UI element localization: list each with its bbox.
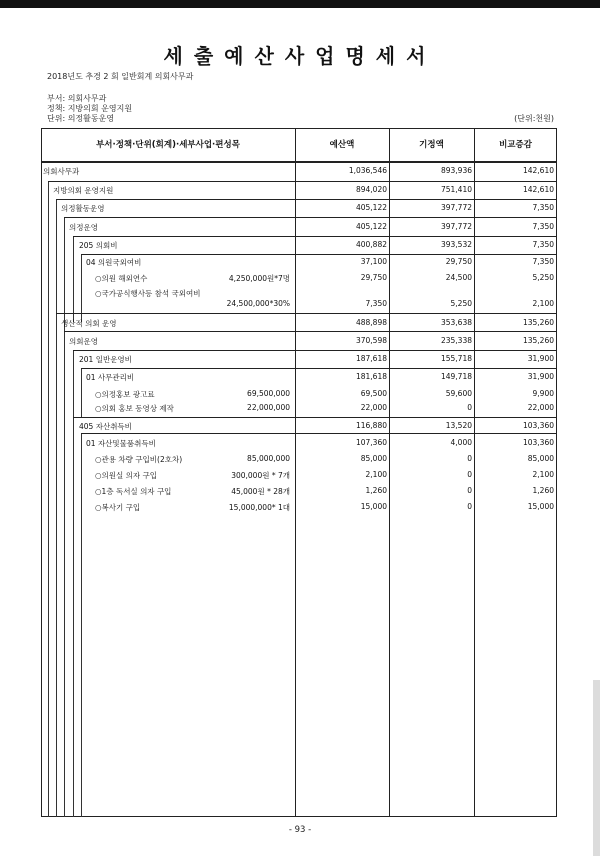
header-budget: 예산액 <box>329 140 355 150</box>
row-budget: 116,880 <box>355 421 387 430</box>
row-line <box>48 181 557 182</box>
row-calc: 15,000,000* 1대 <box>228 503 290 512</box>
row-diff: 31,900 <box>527 354 554 363</box>
row-prior: 13,520 <box>445 421 472 430</box>
row-prior: 353,638 <box>440 318 472 327</box>
row-diff: 1,260 <box>532 486 554 495</box>
row-label: ○의원실 의자 구입 <box>95 471 158 480</box>
indent-line-5a <box>81 254 82 322</box>
row-prior: 893,936 <box>440 166 472 175</box>
row-diff: 2,100 <box>532 470 554 479</box>
row-line <box>56 313 557 314</box>
row-label: ○관용 차량 구입비(2호차) <box>95 455 183 464</box>
row-prior: 397,772 <box>440 222 472 231</box>
row-calc: 85,000,000 <box>247 454 290 463</box>
row-prior: 0 <box>467 502 472 511</box>
row-label: 205 의회비 <box>79 241 118 250</box>
row-diff: 9,900 <box>532 389 554 398</box>
indent-line-5b <box>81 368 82 417</box>
row-budget: 15,000 <box>360 502 387 511</box>
row-line <box>64 331 557 332</box>
row-line <box>81 254 557 255</box>
row-calc: 300,000원 * 7개 <box>231 471 290 480</box>
row-budget: 1,036,546 <box>348 166 387 175</box>
row-budget: 370,598 <box>355 336 387 345</box>
unit-line: 단위: 의정활동운영 <box>47 114 115 123</box>
row-prior: 0 <box>467 403 472 412</box>
row-prior: 5,250 <box>450 299 472 308</box>
row-label: 04 의원국외여비 <box>86 258 142 267</box>
row-label: 지방의회 운영지원 <box>53 186 114 195</box>
header-description: 부서·정책·단위(회계)·세부사업·편성목 <box>96 140 240 150</box>
indent-line-2 <box>56 199 57 817</box>
indent-line-3 <box>64 217 65 817</box>
row-label: 의회사무과 <box>43 167 80 176</box>
page-number: - 93 - <box>288 825 312 835</box>
indent-line-5c <box>81 433 82 817</box>
row-line <box>64 217 557 218</box>
row-line <box>81 368 557 369</box>
row-label: ○의원 해외연수 <box>95 274 148 283</box>
row-diff: 31,900 <box>527 372 554 381</box>
top-edge-bar <box>0 0 600 8</box>
row-prior: 393,532 <box>440 240 472 249</box>
row-budget: 22,000 <box>360 403 387 412</box>
row-line <box>73 350 557 351</box>
row-prior: 751,410 <box>440 185 472 194</box>
row-prior: 155,718 <box>440 354 472 363</box>
row-prior: 0 <box>467 486 472 495</box>
row-budget: 187,618 <box>355 354 387 363</box>
indent-line-4a <box>73 236 74 322</box>
row-budget: 7,350 <box>365 299 387 308</box>
row-budget: 405,122 <box>355 222 387 231</box>
policy-line: 정책: 지방의회 운영지원 <box>47 104 133 113</box>
row-prior: 0 <box>467 454 472 463</box>
row-diff: 103,360 <box>522 421 554 430</box>
row-diff: 85,000 <box>527 454 554 463</box>
row-budget: 181,618 <box>355 372 387 381</box>
row-prior: 4,000 <box>450 438 472 447</box>
row-prior: 149,718 <box>440 372 472 381</box>
row-label: ○의정홍보 광고료 <box>95 390 155 399</box>
row-label: 01 사무관리비 <box>86 373 135 382</box>
row-label: 01 자산및물품취득비 <box>86 439 156 448</box>
row-label: ○복사기 구입 <box>95 503 141 512</box>
row-label: 201 일반운영비 <box>79 355 132 364</box>
row-prior: 59,600 <box>445 389 472 398</box>
row-diff: 103,360 <box>522 438 554 447</box>
document-title: 세출예산사업명세서 <box>163 44 437 68</box>
row-line <box>56 199 557 200</box>
row-budget: 2,100 <box>365 470 387 479</box>
row-label: ○국가공식행사등 참석 국외여비 <box>95 289 201 298</box>
row-label: ○의회 홍보 동영상 제작 <box>95 404 174 413</box>
row-prior: 235,338 <box>440 336 472 345</box>
row-prior: 29,750 <box>445 257 472 266</box>
row-label: 405 자산취득비 <box>79 422 132 431</box>
indent-line-1 <box>48 181 49 817</box>
row-diff: 142,610 <box>522 185 554 194</box>
row-line <box>73 417 557 418</box>
row-budget: 29,750 <box>360 273 387 282</box>
row-budget: 37,100 <box>360 257 387 266</box>
row-prior: 397,772 <box>440 203 472 212</box>
department-line: 부서: 의회사무과 <box>47 94 107 103</box>
row-diff: 22,000 <box>527 403 554 412</box>
row-budget: 1,260 <box>365 486 387 495</box>
row-budget: 69,500 <box>360 389 387 398</box>
row-budget: 400,882 <box>355 240 387 249</box>
indent-line-4b <box>73 350 74 817</box>
row-diff: 135,260 <box>522 318 554 327</box>
row-diff: 7,350 <box>532 222 554 231</box>
row-calc: 69,500,000 <box>247 389 290 398</box>
row-budget: 107,360 <box>355 438 387 447</box>
row-calc: 45,000원 * 28개 <box>231 487 290 496</box>
row-label: ○1층 독서실 의자 구입 <box>95 487 172 496</box>
row-prior: 24,500 <box>445 273 472 282</box>
row-diff: 142,610 <box>522 166 554 175</box>
header-divider-2 <box>41 162 557 163</box>
row-calc: 22,000,000 <box>247 403 290 412</box>
row-diff: 5,250 <box>532 273 554 282</box>
row-prior: 0 <box>467 470 472 479</box>
row-label: 생산적 의회 운영 <box>61 319 117 328</box>
row-budget: 488,898 <box>355 318 387 327</box>
row-calc: 24,500,000*30% <box>226 299 290 308</box>
row-budget: 894,020 <box>355 185 387 194</box>
row-line <box>73 236 557 237</box>
header-prior: 기정액 <box>419 140 444 150</box>
row-budget: 85,000 <box>360 454 387 463</box>
row-diff: 15,000 <box>527 502 554 511</box>
row-diff: 7,350 <box>532 203 554 212</box>
row-label: 의정운영 <box>69 223 98 232</box>
row-diff: 7,350 <box>532 257 554 266</box>
row-diff: 7,350 <box>532 240 554 249</box>
row-label: 의정활동운영 <box>61 204 105 213</box>
row-budget: 405,122 <box>355 203 387 212</box>
row-diff: 135,260 <box>522 336 554 345</box>
row-line <box>81 433 557 434</box>
unit-note: (단위:천원) <box>514 114 554 123</box>
header-diff: 비교증감 <box>499 140 532 150</box>
document-subtitle: 2018년도 추경 2 회 일반회계 의회사무과 <box>47 72 194 81</box>
row-calc: 4,250,000원*7명 <box>228 274 290 283</box>
row-diff: 2,100 <box>532 299 554 308</box>
row-label: 의회운영 <box>69 337 98 346</box>
